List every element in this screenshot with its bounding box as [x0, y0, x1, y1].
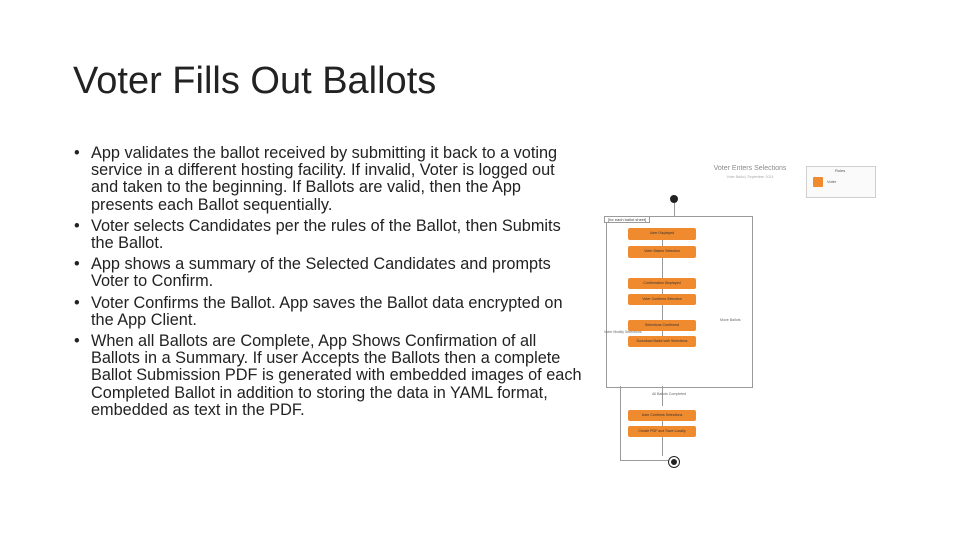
activity-diagram [600, 160, 900, 470]
bullet-item: • When all Ballots are Complete, App Shows Confirmation of all Ballots in a Summary. If user Accepts the Ballots then a complete Ballot Submission PDF is generated with embedded images of each Completed Ballot in addition to storing the data in YAML format, embedded as text in the PDF. [74, 332, 582, 419]
bullet-item: • Voter Confirms the Ballot. App saves the Ballot data encrypted on the App Client. [74, 293, 563, 329]
connector [662, 305, 663, 320]
side-label-left: Voter Modify Selections [604, 330, 642, 334]
connector [662, 258, 663, 278]
bullet-item: • App validates the ballot received by submitting it back to a voting service in a different hosting facility. If invalid, Voter is logged out and taken to the beginning. If Ballots are valid, then the App presents each Ballot sequentially. [74, 144, 558, 214]
legend-label: Voter [827, 179, 837, 184]
connector [620, 460, 668, 461]
bullet-item: • Voter selects Candidates per the rules of the Ballot, then Submits the Ballot. [74, 216, 561, 253]
end-node-core [671, 459, 677, 465]
join-label: All Ballots Completed [652, 392, 687, 396]
activity-box: Voter Makes Selection [628, 246, 696, 258]
legend-title: Roles [835, 168, 846, 173]
diagram-subtitle: Voter Ballot | September 2024 [726, 175, 774, 179]
slide-title: Voter Fills Out Ballots [73, 60, 437, 102]
legend-swatch [813, 177, 823, 187]
start-node [670, 195, 678, 203]
connector [662, 437, 663, 456]
connector [662, 386, 663, 406]
activity-box: Create PDF and Save Locally [628, 426, 696, 437]
bullet-dot: • [74, 144, 80, 162]
activity-box: User Displayed [628, 228, 696, 240]
diagram-legend [806, 166, 876, 198]
bullet-dot: • [74, 332, 80, 351]
activity-box: Confirmation Displayed [628, 278, 696, 289]
bullet-dot: • [74, 255, 80, 274]
diagram-title: Voter Enters Selections [713, 165, 787, 172]
activity-box: Selections Confirmed [628, 320, 696, 331]
bullet-list [72, 145, 582, 423]
activity-box: Download Ballot with Selections [628, 336, 696, 347]
activity-box: User Confirms Selections [628, 410, 696, 421]
bullet-dot: • [74, 293, 80, 312]
side-label-right: Move Ballots [720, 318, 741, 322]
bullet-dot: • [74, 216, 80, 235]
activity-box: Voter Confirms Selection [628, 294, 696, 305]
connector [674, 203, 675, 216]
bullet-item: • App shows a summary of the Selected Candidates and prompts Voter to Confirm. [74, 255, 551, 291]
loop-label: [for each ballot sheet] [604, 216, 650, 223]
connector [620, 386, 621, 460]
